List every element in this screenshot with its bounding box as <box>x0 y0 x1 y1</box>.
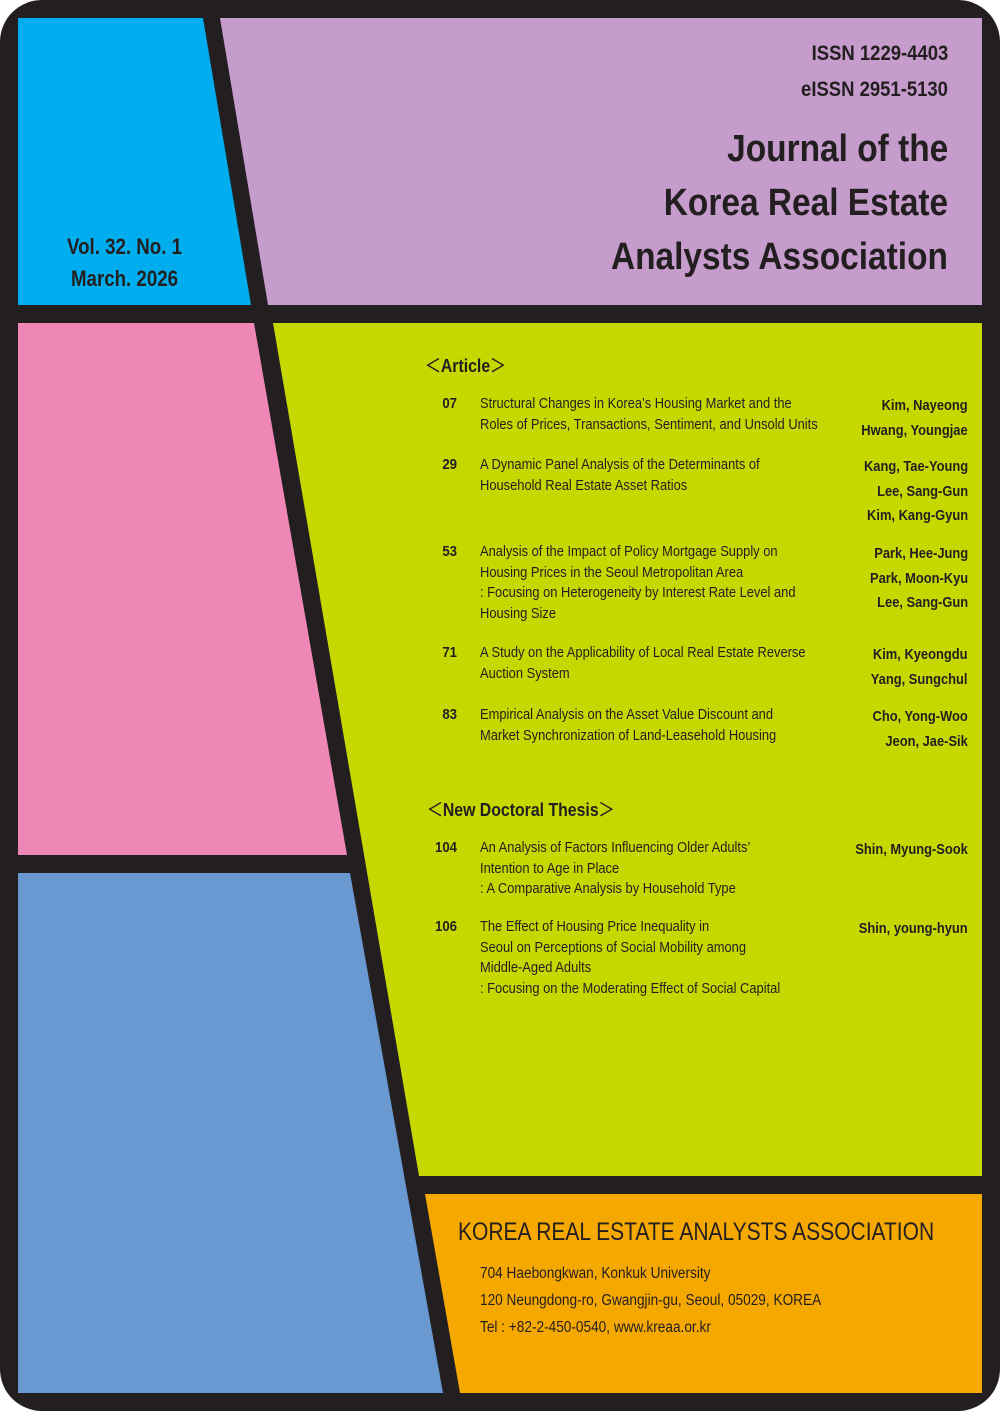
author-list <box>871 643 968 692</box>
journal-title-line-3: Analysts Association <box>611 236 948 278</box>
page-number: 07 <box>442 395 457 412</box>
volume-number: Vol. 32. No. 1 <box>66 234 183 259</box>
title-line: Market Synchronization of Land-Leasehold Housing <box>480 726 777 744</box>
issn-electronic: eISSN 2951-5130 <box>801 78 948 101</box>
author-name: Park, Moon-Kyu <box>869 569 968 587</box>
author-list <box>873 705 968 754</box>
title-line: Empirical Analysis on the Asset Value Discount and <box>480 706 774 723</box>
publisher-contact: Tel : +82-2-450-0540, www.kreaa.or.kr <box>480 1319 711 1336</box>
page-number: 53 <box>442 543 457 560</box>
title-line: Auction System <box>480 664 570 682</box>
author-name: Shin, Myung-Sook <box>855 841 968 858</box>
article-title <box>480 542 796 624</box>
author-name: Kang, Tae-Young <box>863 458 968 475</box>
title-line: A Dynamic Panel Analysis of the Determinants of <box>480 456 760 473</box>
title-line: An Analysis of Factors Influencing Older Adults’ <box>480 839 751 856</box>
page-number: 71 <box>442 644 457 661</box>
issue-date: March. 2026 <box>70 266 179 291</box>
author-name: Yang, Sungchul <box>871 670 968 688</box>
title-line: : A Comparative Analysis by Household Type <box>480 880 736 897</box>
title-line: Structural Changes in Korea’s Housing Market and the <box>480 395 792 412</box>
title-line: Intention to Age in Place <box>480 859 620 877</box>
title-line: Household Real Estate Asset Ratios <box>480 476 688 494</box>
thesis-title <box>480 838 750 900</box>
journal-title-line-1: Journal of the <box>726 128 948 170</box>
page-number: 83 <box>442 706 457 723</box>
publisher-address-line-1: 704 Haebongkwan, Konkuk University <box>480 1265 711 1282</box>
author-list <box>870 542 968 616</box>
author-name: Park, Hee-Jung <box>874 545 968 562</box>
article-title <box>480 455 760 496</box>
title-line: The Effect of Housing Price Inequality in <box>480 918 710 935</box>
author-list <box>862 394 968 443</box>
author-list <box>864 455 968 529</box>
page-number: 106 <box>434 918 457 935</box>
title-line: Housing Size <box>480 604 557 622</box>
title-line: : Focusing on the Moderating Effect of Social Capital <box>480 979 781 997</box>
title-line: Roles of Prices, Transactions, Sentiment, and Unsold Units <box>480 415 818 433</box>
issn-print: ISSN 1229-4403 <box>811 42 948 65</box>
title-line: Analysis of the Impact of Policy Mortgage Supply on <box>480 543 778 560</box>
publisher-address-line-2: 120 Neungdong-ro, Gwangjin-gu, Seoul, 05029, KOREA <box>480 1292 822 1309</box>
author-name: Kim, Kyeongdu <box>873 646 968 663</box>
title-line: Seoul on Perceptions of Social Mobility among <box>480 938 747 956</box>
author-name: Shin, young-hyun <box>859 920 968 937</box>
author-name: Cho, Yong-Woo <box>872 708 968 725</box>
article-title <box>480 394 818 435</box>
thesis-title <box>480 917 780 999</box>
author-list <box>859 917 968 942</box>
author-name: Jeon, Jae-Sik <box>885 732 968 750</box>
section-heading-doctoral-thesis: ＜New Doctoral Thesis＞ <box>427 800 615 820</box>
page-number: 104 <box>434 839 457 856</box>
title-line: : Focusing on Heterogeneity by Interest Rate Level and <box>480 584 796 601</box>
title-line: A Study on the Applicability of Local Real Estate Reverse <box>480 644 806 661</box>
author-name: Lee, Sang-Gun <box>876 594 968 611</box>
section-heading-article: ＜Article＞ <box>425 356 506 376</box>
author-list <box>855 838 968 863</box>
author-name: Kim, Nayeong <box>881 397 968 414</box>
article-title <box>480 643 806 684</box>
publisher-name: KOREA REAL ESTATE ANALYSTS ASSOCIATION <box>458 1218 935 1246</box>
page-number: 29 <box>442 456 457 473</box>
article-title <box>480 705 776 746</box>
journal-title-line-2: Korea Real Estate <box>663 182 948 224</box>
title-line: Middle-Aged Adults <box>480 959 592 976</box>
author-name: Lee, Sang-Gun <box>876 482 968 500</box>
author-name: Kim, Kang-Gyun <box>866 507 968 524</box>
title-line: Housing Prices in the Seoul Metropolitan Area <box>480 563 744 581</box>
author-name: Hwang, Youngjae <box>861 421 968 439</box>
